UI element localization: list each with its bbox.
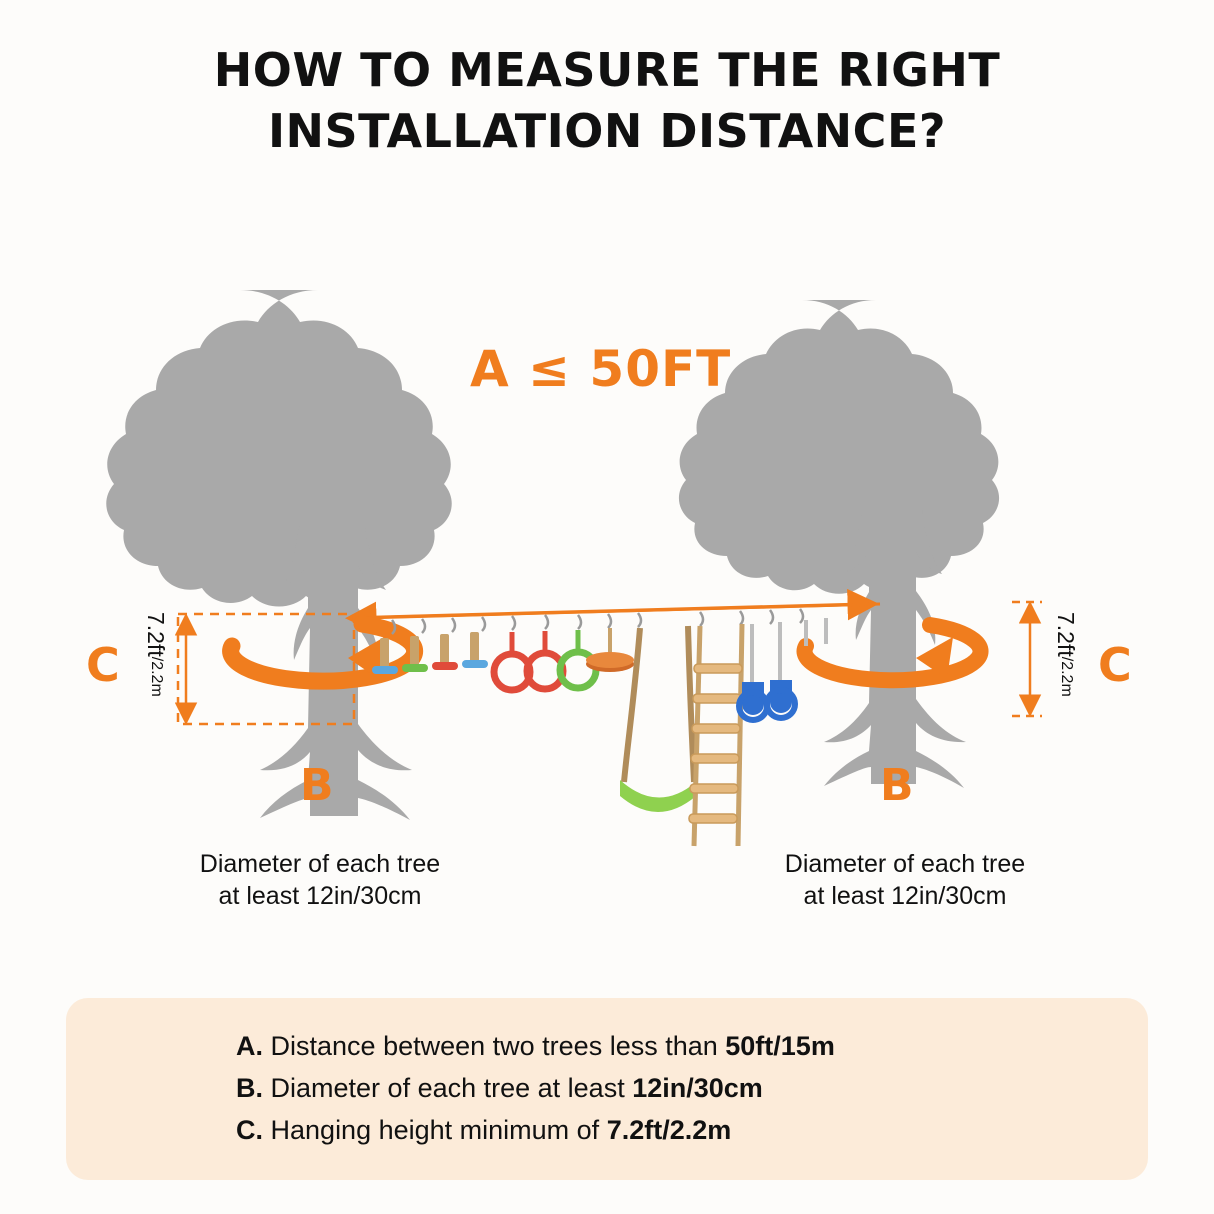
height-right-dimension [1012,602,1042,716]
tree-caption-right-line2: at least 12in/30cm [803,882,1007,910]
page-title-line2: INSTALLATION DISTANCE? [267,103,947,158]
legend-item-a-text: Distance between two trees less than [270,1031,726,1061]
tree-caption-left [155,848,485,912]
height-unit-right: /2.2m [1058,656,1075,697]
legend-item-a-key: A. [236,1031,263,1061]
legend-item-a-value: 50ft/15m [725,1031,835,1061]
legend-list [236,1026,835,1152]
legend-item-a [236,1026,835,1068]
obstacle-course-accessories [372,609,826,846]
legend-item-b-text: Diameter of each tree at least [270,1072,633,1103]
height-label-right [1052,612,1079,697]
height-unit-left: /2.2m [148,656,165,697]
page-title-line1: HOW TO MEASURE THE RIGHT [213,43,1001,97]
tree-caption-right [740,848,1070,912]
label-c-left: C [86,638,120,692]
legend-item-c-text: Hanging height minimum of [270,1114,607,1145]
legend-item-c [236,1110,835,1152]
label-a-distance: A ≤ 50FT [470,340,732,398]
swing-seat [620,626,696,812]
label-b-left: B [300,760,334,811]
tree-caption-left-line2: at least 12in/30cm [218,882,422,910]
height-label-left [142,612,169,697]
legend-panel [66,998,1148,1180]
legend-item-b-value: 12in/30cm [632,1072,763,1103]
tree-caption-right-line1: Diameter of each tree [784,850,1026,878]
legend-item-c-value: 7.2ft/2.2m [606,1114,732,1145]
tree-caption-left-line1: Diameter of each tree [199,850,441,878]
label-c-right: C [1098,638,1132,692]
height-value-left: 7.2ft [143,612,169,657]
legend-item-b-key: B. [236,1072,263,1103]
legend-item-c-key: C. [236,1114,263,1145]
tree-left [106,290,451,820]
height-value-right: 7.2ft [1053,612,1079,657]
label-b-right: B [880,760,914,811]
legend-item-b [236,1068,835,1110]
rope-ladder [689,624,742,846]
